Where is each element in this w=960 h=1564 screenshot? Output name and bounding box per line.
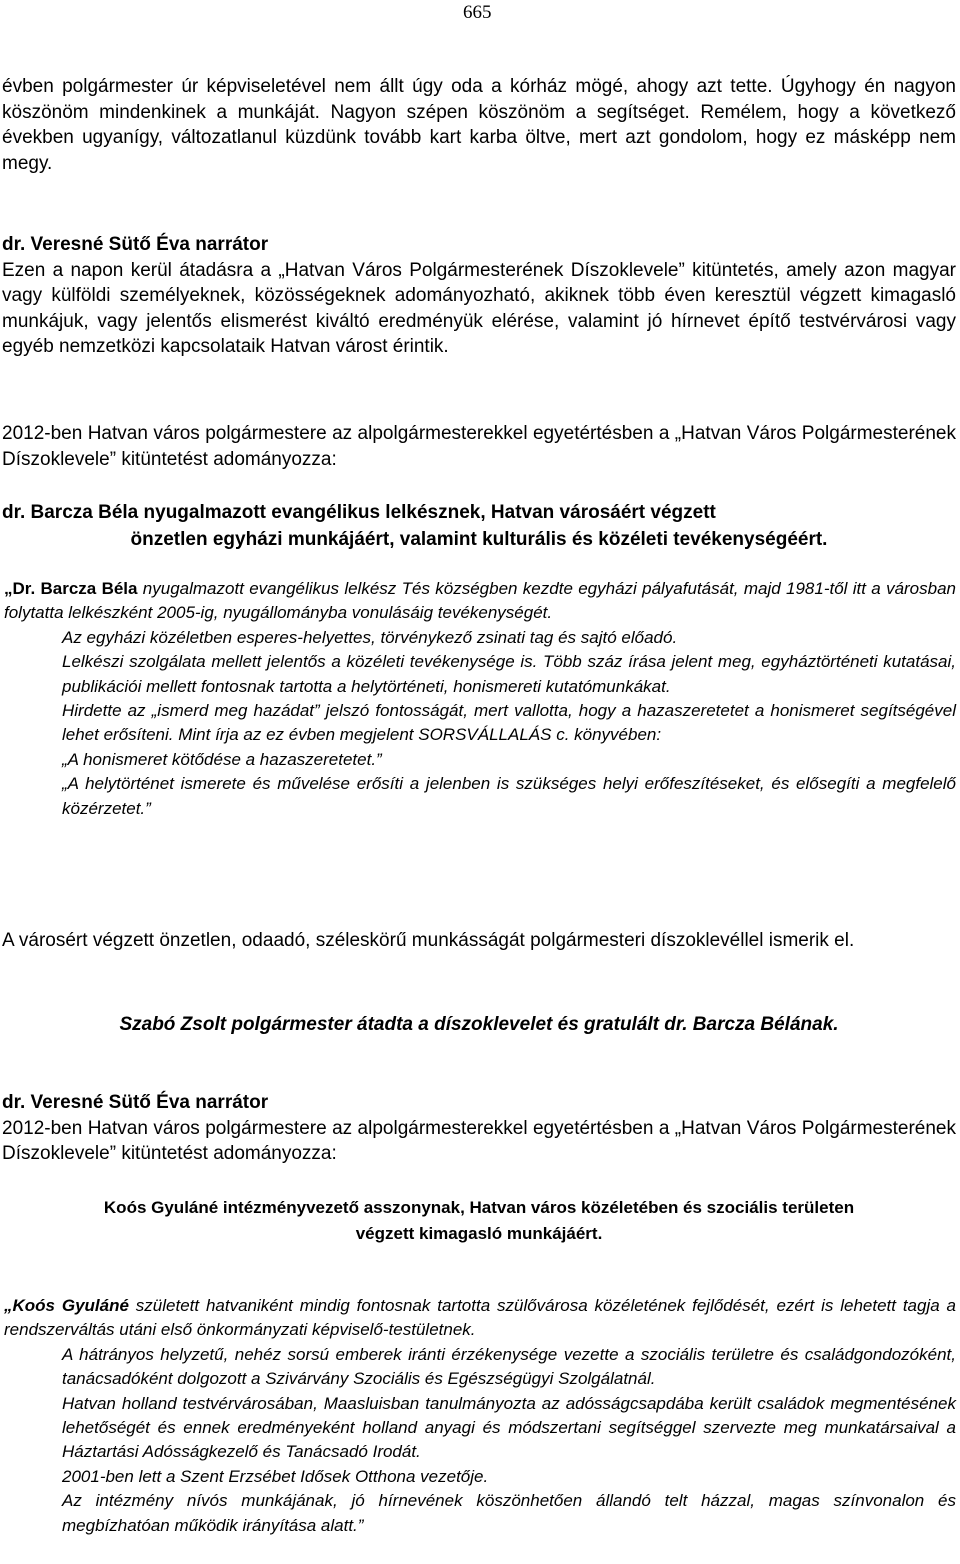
bio-text: nyugalmazott evangélikus lelkész Tés községben kezdte egyházi pályafutását, majd 1981-től itt a városban folytatta lelkészként 2005-ig, nyugállományba vonulásáig tevékenységét.: [4, 579, 956, 623]
award-and-bio-1: [2, 499, 956, 821]
narrator-text: 2012-ben Hatvan város polgármestere az alpolgármesterekkel egyetértésben a „Hatvan Város Polgármesterének Díszoklevele” kitüntetést adományozza:: [2, 1117, 956, 1165]
announcement-text: 2012-ben Hatvan város polgármestere az alpolgármesterekkel egyetértésben a „Hatvan Város Polgármesterének Díszoklevele” kitüntetést adományozza:: [2, 423, 956, 470]
announcement-paragraph-1: [2, 421, 956, 472]
award-line: Koós Gyuláné intézményvezető asszonynak, Hatvan város közéletében és szociális területen: [103, 1198, 855, 1217]
bio-paragraph: Hirdette az „ismerd meg hazádat” jelszó fontosságát, mert vallotta, hogy a hazaszeretetet a honismeret segítségével lehet erősíteni. Mint írja az ez évben megjelent SORSVÁLLALÁS c. könyvében:: [62, 701, 956, 745]
bio-paragraph: Hatvan holland testvérvárosában, Maasluisban tanulmányozta az adósságcsapdába került családok megmentésének lehetőségét és ennek eredményeként holland anyagi és módszertani segítséggel szervezte meg munkatársaival a Háztartási Adósságkezelő és Tanácsadó Irodát.: [62, 1393, 956, 1462]
bio-paragraph: Az egyházi közéletben esperes-helyettes, törvénykező zsinati tag és sajtó előadó.: [62, 627, 678, 647]
bio-quote: „A helytörténet ismerete és művelése erősíti a jelenben is szükséges helyi erőfeszítéseket, és elősegíti a megfelelő közérzetet.”: [62, 774, 956, 818]
award-title-1: [2, 499, 956, 553]
closing-paragraph-1: [2, 928, 956, 954]
award-line: dr. Barcza Béla nyugalmazott evangélikus lelkésznek, Hatvan városáért végzett: [2, 502, 716, 523]
bio-name: „Koós Gyuláné: [4, 1296, 129, 1315]
biography-2: [2, 1294, 956, 1538]
speaker-name: dr. Veresné Sütő Éva narrátor: [2, 234, 269, 255]
bio-paragraph: A hátrányos helyzetű, nehéz sorsú emberek iránti érzékenysége vezette a szociális területre és családgondozóként, tanácsadóként dolgozott a Szivárvány Szociális és Egészségügyi Szolgálatnál.: [62, 1344, 956, 1389]
paragraph-text: évben polgármester úr képviseletével nem állt úgy oda a kórház mögé, ahogy azt tette. Úgyhogy én nagyon köszönöm mindenkinek a munkáját. Nagyon szépen köszönöm a segítséget. Remélem, hogy a következő években ugyanígy, változatlanul küzdünk tovább kart karba öltve, mert azt gondolom, hogy ez másképp nem megy.: [2, 76, 956, 174]
page-number: 665: [463, 2, 492, 23]
narrator-section-1: [2, 232, 956, 360]
opening-paragraph: [2, 74, 956, 176]
award-title-2-inner: [2, 1195, 956, 1247]
bio-name: „Dr. Barcza Béla: [4, 579, 138, 598]
biography-1: [2, 577, 956, 821]
bio-paragraph: Lelkészi szolgálata mellett jelentős a közéleti tevékenysége is. Több száz írása jelent meg, egyháztörténeti kutatásai, publikációi mellett fontosnak tartotta a helytörténeti, honismereti kutatómunkákat.: [62, 652, 956, 696]
award-line: végzett kimagasló munkájáért.: [355, 1224, 603, 1243]
closing-text: A városért végzett önzetlen, odaadó, széleskörű munkásságát polgármesteri díszoklevéllel ismerik el.: [2, 930, 855, 951]
bio-paragraph: Az intézmény nívós munkájának, jó hírnevének köszönhetően állandó telt házzal, magas színvonalon és megbízhatóan működik irányítása alatt.”: [62, 1491, 956, 1535]
bio-quote: „A honismeret kötődése a hazaszeretetet.”: [62, 749, 382, 769]
narrator-text: Ezen a napon kerül átadásra a „Hatvan Város Polgármesterének Díszoklevele” kitüntetés, amely azon magyar vagy külföldi személyeknek, közösségeknek adományozható, akiknek több éven keresztül végzett kimagasló munkájuk, vagy jelentős elismerést kiváltó eredményük elérése, valamint jó hírnevet építő testvérvárosi vagy egyéb nemzetközi kapcsolataik Hatvan várost érintik.: [2, 259, 956, 358]
speaker-name: dr. Veresné Sütő Éva narrátor: [2, 1092, 269, 1113]
biography-2-inner: [2, 1294, 956, 1538]
bio-paragraph: [2, 1294, 956, 1343]
award-title-2: [2, 1195, 956, 1247]
narrator-section-2: [2, 1090, 956, 1167]
handover-text: Szabó Zsolt polgármester átadta a díszoklevelet és gratulált dr. Barcza Bélának.: [119, 1014, 839, 1035]
handover-line-1: [2, 1012, 956, 1038]
bio-paragraph: [2, 577, 956, 626]
award-line: önzetlen egyházi munkájáért, valamint kulturális és közéleti tevékenységéért.: [130, 529, 828, 550]
bio-text: született hatvaniként mindig fontosnak tartotta szülővárosa közéletének fejlődését, ezért is lehetett tagja a rendszerváltás utáni első önkormányzati képviselő-testületnek.: [4, 1296, 956, 1340]
bio-paragraph: 2001-ben lett a Szent Erzsébet Idősek Otthona vezetője.: [62, 1466, 489, 1486]
